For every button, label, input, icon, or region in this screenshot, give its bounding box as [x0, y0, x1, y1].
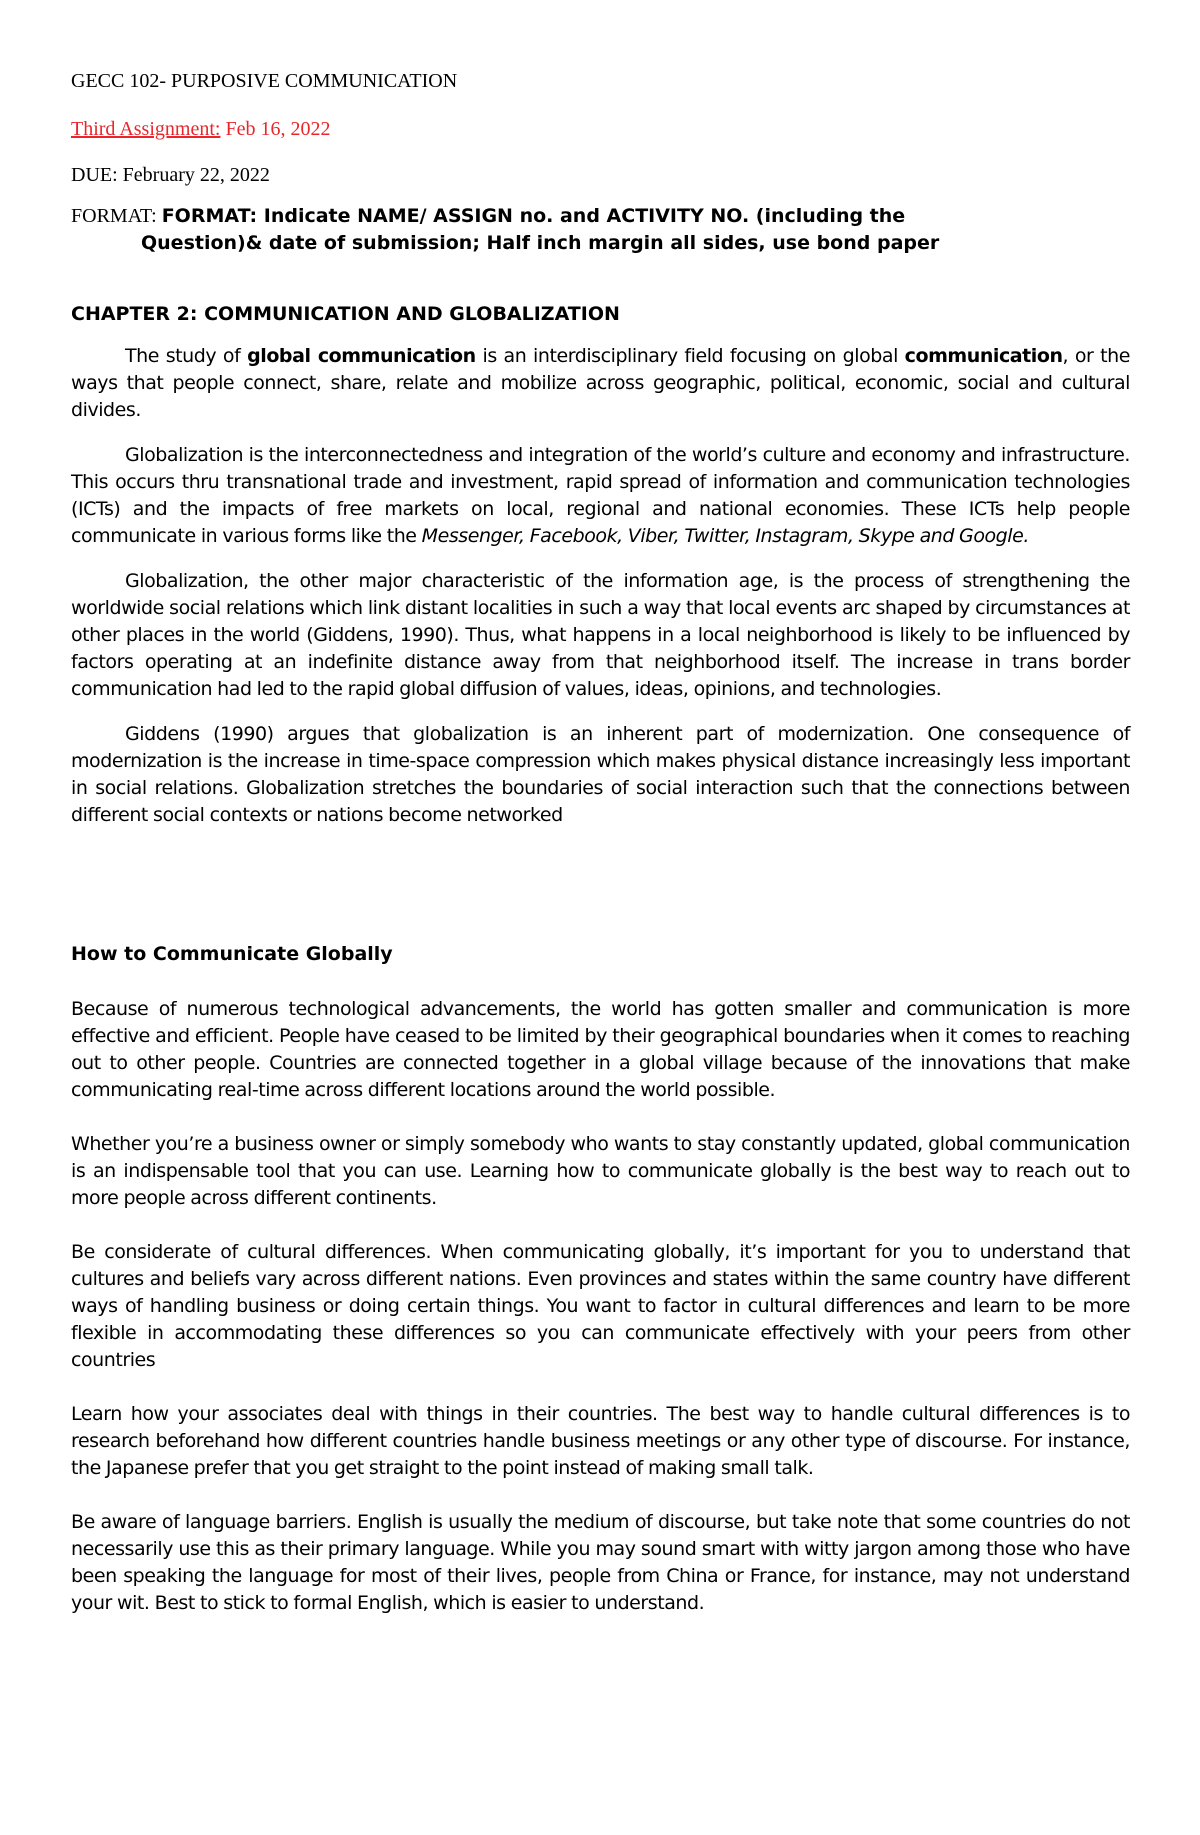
format-text-1	[162, 205, 905, 227]
chapter-body	[71, 343, 1130, 829]
format-label-bold: FORMAT:	[161, 205, 264, 227]
format-instructions: Indicate NAME/ ASSIGN no. and ACTIVITY NO. (including the	[263, 205, 906, 227]
p1-text-c: is an interdisciplinary field focusing on global	[475, 345, 905, 367]
assignment-line	[71, 116, 330, 142]
section-paragraph-3: Be considerate of cultural differences. When communicating globally, it’s important for you to understand that cultures and beliefs vary across different nations. Even provinces and states within the same country have different ways of handling business or doing certain things. You want to factor in cultural differences and learn to be more flexible in accommodating these differences so you can communicate effectively with your peers from other countries	[71, 1241, 1130, 1371]
p1-bold-global-communication: global communication	[247, 345, 476, 367]
p1-text-e: , or the ways that people connect, share, relate and mobilize across geographic, political, economic, social and cultural divides.	[71, 345, 1131, 421]
section-body	[71, 996, 1130, 1617]
course-title: GECC 102- PURPOSIVE COMMUNICATION	[71, 70, 458, 92]
section-paragraph-4: Learn how your associates deal with things in their countries. The best way to handle cultural differences is to research beforehand how different countries handle business meetings or any other type of discourse. For instance, the Japanese prefer that you get straight to the point instead of making small talk.	[71, 1403, 1130, 1479]
p2-text-a: Globalization is the interconnectedness and integration of the world’s culture and economy and infrastructure. This occurs thru transnational trade and investment, rapid spread of information and communication technologies (ICTs) and the impacts of free markets on local, regional and national economies. These ICTs help people communicate in various forms like the	[71, 444, 1130, 547]
assignment-date: Feb 16, 2022	[220, 118, 331, 140]
section-heading: How to Communicate Globally	[71, 943, 393, 965]
chapter-title: CHAPTER 2: COMMUNICATION AND GLOBALIZATION	[71, 303, 620, 325]
chapter-paragraph-3: Globalization, the other major characteristic of the information age, is the process of strengthening the worldwide social relations which link distant localities in such a way that local events arc shaped by circumstances at other places in the world (Giddens, 1990). Thus, what happens in a local neighborhood is likely to be influenced by factors operating at an indefinite distance away from that neighborhood itself. The increase in trans border communication had led to the rapid global diffusion of values, ideas, opinions, and technologies.	[71, 570, 1130, 700]
p1-text-a: The study of	[125, 345, 248, 367]
due-date: DUE: February 22, 2022	[71, 164, 270, 186]
format-prefix: FORMAT:	[71, 205, 162, 227]
section-paragraph-5: Be aware of language barriers. English is usually the medium of discourse, but take note that some countries do not necessarily use this as their primary language. While you may sound smart with witty jargon among those who have been speaking the language for most of their lives, people from China or France, for instance, may not understand your wit. Best to stick to formal English, which is easier to understand.	[71, 1511, 1130, 1614]
assignment-label: Third Assignment:	[71, 118, 221, 140]
section-paragraph-1: Because of numerous technological advancements, the world has gotten smaller and communication is more effective and efficient. People have ceased to be limited by their geographical boundaries when it comes to reaching out to other people. Countries are connected together in a global village because of the innovations that make communicating real-time across different locations around the world possible.	[71, 998, 1130, 1101]
format-line-1	[71, 203, 905, 231]
chapter-paragraph-1	[71, 343, 1130, 424]
p1-bold-communication: communication	[904, 345, 1063, 367]
chapter-paragraph-4: Giddens (1990) argues that globalization is an inherent part of modernization. One consequence of modernization is the increase in time-space compression which makes physical distance increasingly less important in social relations. Globalization stretches the boundaries of social interaction such that the connections between different social contexts or nations become networked	[71, 723, 1130, 826]
format-line-2: Question)& date of submission; Half inch margin all sides, use bond paper	[141, 232, 940, 254]
p2-italic-apps: Messenger, Facebook, Viber, Twitter, Instagram, Skype and Google.	[421, 525, 1029, 547]
chapter-paragraph-2	[71, 442, 1130, 550]
section-paragraph-2: Whether you’re a business owner or simply somebody who wants to stay constantly updated, global communication is an indispensable tool that you can use. Learning how to communicate globally is the best way to reach out to more people across different continents.	[71, 1133, 1130, 1209]
